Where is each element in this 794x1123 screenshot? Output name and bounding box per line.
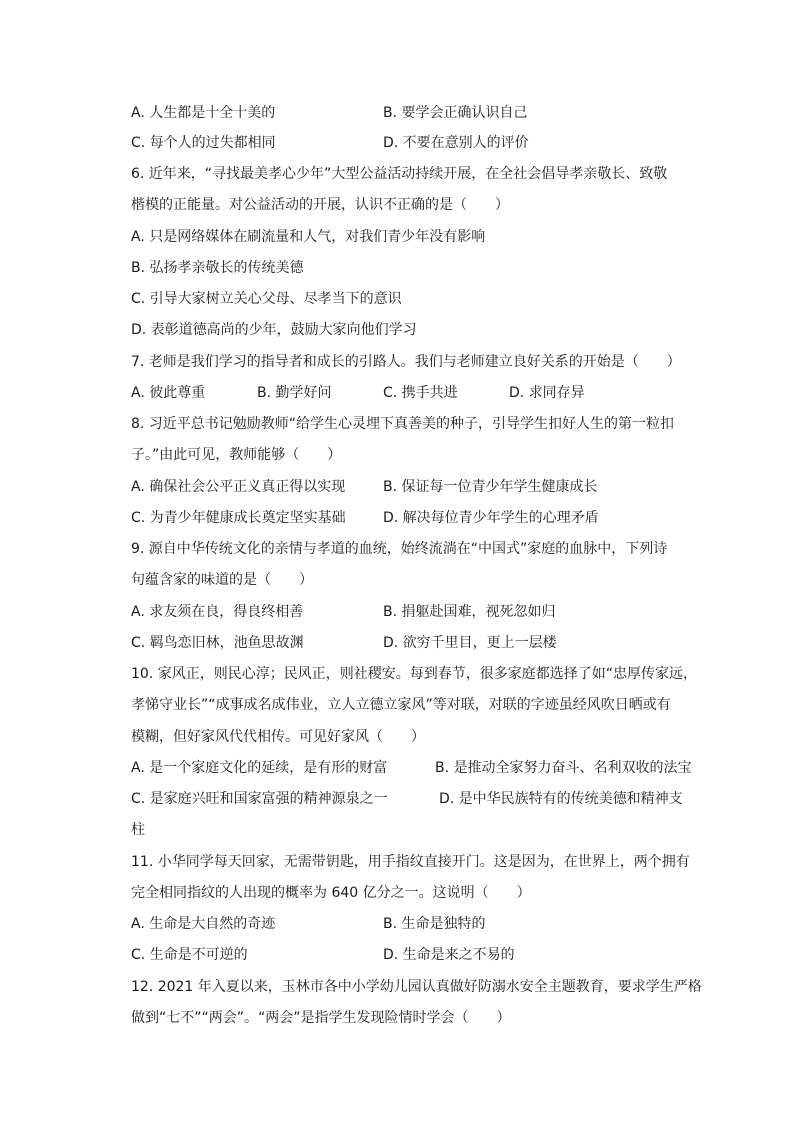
q9-stem-line1: 9. 源自中华传统文化的亲情与孝道的血统，始终流淌在“中国式”家庭的血脉中，下列诗 xyxy=(131,541,668,557)
q11-option-b: B. 生命是独特的 xyxy=(383,916,486,932)
q12-stem-line2: 做到“七不”“两会”。“两会”是指学生发现险情时学会（ ） xyxy=(131,1010,511,1026)
q10-option-b: B. 是推动全家努力奋斗、名利双收的法宝 xyxy=(435,760,692,776)
q10-option-c: C. 是家庭兴旺和国家富强的精神源泉之一 xyxy=(131,791,388,807)
q5-option-b: B. 要学会正确认识自己 xyxy=(383,105,528,121)
q11-option-d: D. 生命是来之不易的 xyxy=(383,947,515,963)
q11-option-c: C. 生命是不可逆的 xyxy=(131,947,248,963)
q11-stem-line2: 完全相同指纹的人出现的概率为 640 亿分之一。这说明（ ） xyxy=(131,885,531,901)
q7-option-c: C. 携手共进 xyxy=(383,385,458,401)
q9-option-b: B. 捐躯赴国难，视死忽如归 xyxy=(383,604,556,620)
q10-option-d-line2: 柱 xyxy=(131,822,145,838)
q8-option-a: A. 确保社会公平正义真正得以实现 xyxy=(131,479,346,495)
q8-option-b: B. 保证每一位青少年学生健康成长 xyxy=(383,479,598,495)
q8-option-c: C. 为青少年健康成长奠定坚实基础 xyxy=(131,510,346,526)
q6-stem-line2: 楷模的正能量。对公益活动的开展，认识不正确的是（ ） xyxy=(131,197,509,213)
q9-option-c: C. 羁鸟恋旧林，池鱼思故渊 xyxy=(131,635,304,651)
q6-stem-line1: 6. 近年来，“寻找最美孝心少年”大型公益活动持续开展，在全社会倡导孝亲敬长、致敬 xyxy=(131,166,668,182)
q6-option-d: D. 表彰道德高尚的少年，鼓励大家向他们学习 xyxy=(131,322,417,338)
q11-option-a: A. 生命是大自然的奇迹 xyxy=(131,916,276,932)
q12-stem-line1: 12. 2021 年入夏以来，玉林市各中小学幼儿园认真做好防溺水安全主题教育，要求学生严格 xyxy=(131,979,702,995)
q10-stem-line2: 孝悌守业长”“成事成名成伟业，立人立德立家风”等对联，对联的字迹虽经风吹日晒或有 xyxy=(131,697,671,713)
q11-stem-line1: 11. 小华同学每天回家，无需带钥匙，用手指纹直接开门。这是因为，在世界上，两个拥有 xyxy=(131,854,690,870)
q5-option-d: D. 不要在意别人的评价 xyxy=(383,135,529,151)
q9-option-d: D. 欲穷千里目，更上一层楼 xyxy=(383,635,557,651)
q8-stem-line1: 8. 习近平总书记勉励教师“给学生心灵埋下真善美的种子，引导学生扣好人生的第一粒扣 xyxy=(131,416,675,432)
q6-option-a: A. 只是网络媒体在刷流量和人气，对我们青少年没有影响 xyxy=(131,229,486,245)
q9-stem-line2: 句蕴含家的味道的是（ ） xyxy=(131,572,313,588)
q10-option-a: A. 是一个家庭文化的延续，是有形的财富 xyxy=(131,760,388,776)
q10-stem-line3: 模糊，但好家风代代相传。可见好家风（ ） xyxy=(131,729,425,745)
q5-option-a: A. 人生都是十全十美的 xyxy=(131,105,276,121)
q8-option-d: D. 解决每位青少年学生的心理矛盾 xyxy=(383,510,599,526)
q7-option-d: D. 求同存异 xyxy=(509,385,585,401)
q7-option-b: B. 勤学好问 xyxy=(257,385,332,401)
q10-stem-line1: 10. 家风正，则民心淳；民风正，则社稷安。每到春节，很多家庭都选择了如“忠厚传家远， xyxy=(131,666,697,682)
q10-option-d-line1: D. 是中华民族特有的传统美德和精神支 xyxy=(439,791,683,807)
q6-option-c: C. 引导大家树立关心父母、尽孝当下的意识 xyxy=(131,291,402,307)
q7-stem: 7. 老师是我们学习的指导者和成长的引路人。我们与老师建立良好关系的开始是（ ） xyxy=(131,354,681,370)
q5-option-c: C. 每个人的过失都相同 xyxy=(131,135,276,151)
q9-option-a: A. 求友须在良，得良终相善 xyxy=(131,604,304,620)
q7-option-a: A. 彼此尊重 xyxy=(131,385,206,401)
q8-stem-line2: 子。”由此可见，教师能够（ ） xyxy=(131,447,342,463)
q6-option-b: B. 弘扬孝亲敬长的传统美德 xyxy=(131,260,304,276)
